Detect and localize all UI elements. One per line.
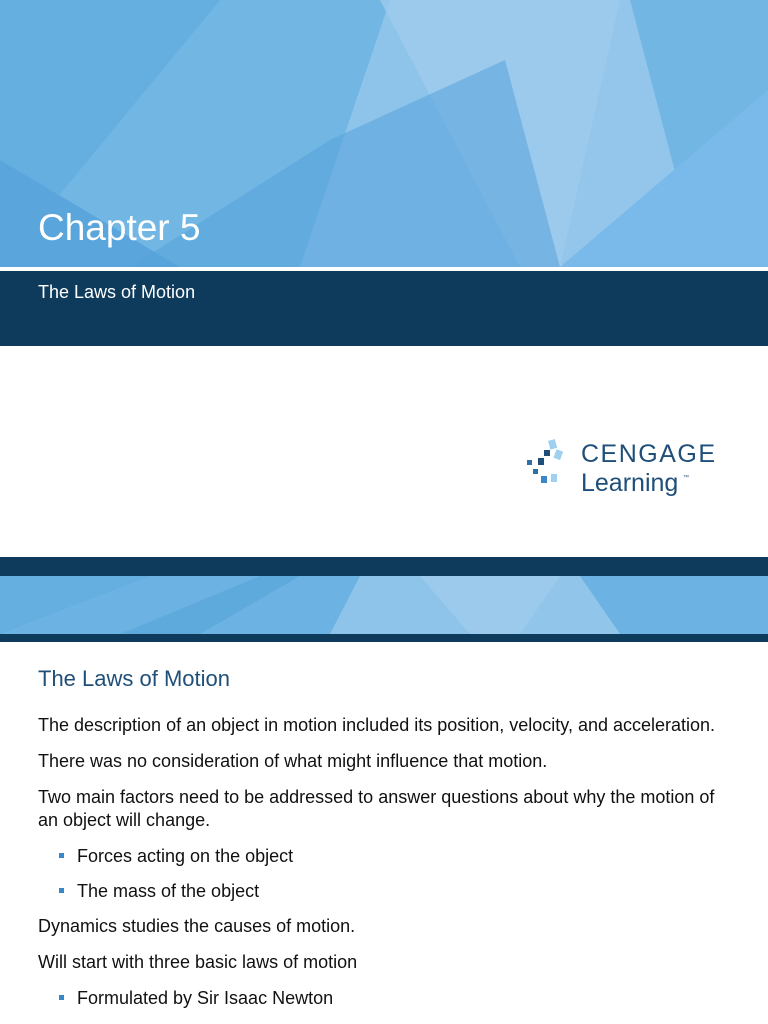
bullet-square-icon: [59, 995, 64, 1000]
body-paragraph: Dynamics studies the causes of motion.: [38, 916, 356, 936]
chapter-subtitle: The Laws of Motion: [38, 282, 196, 302]
logo-word-cengage: CENGAGE: [581, 440, 717, 468]
logo-word-learning: Learning: [581, 469, 679, 497]
slide-body: [38, 714, 728, 1022]
cengage-learning-logo: [522, 436, 722, 502]
bullet-text: Forces acting on the object: [77, 846, 294, 866]
chapter-title: Chapter 5: [38, 207, 201, 248]
slide-heading: The Laws of Motion: [38, 666, 230, 691]
cengage-swirl-icon: [522, 436, 578, 502]
bullet-item: [38, 880, 728, 903]
bullet-square-icon: [59, 888, 64, 893]
body-paragraph: Two main factors need to be addressed to answer questions about why the motion of an object will change.: [38, 787, 715, 830]
slide-separator-bar: [0, 557, 768, 576]
bullet-item: [38, 845, 728, 868]
banner-background-shapes: [0, 576, 768, 634]
body-paragraph: Will start with three basic laws of motion: [38, 952, 358, 972]
bullet-text: Formulated by Sir Isaac Newton: [77, 988, 334, 1008]
content-slide-banner: [0, 576, 768, 634]
bullet-square-icon: [59, 853, 64, 858]
bullet-text: The mass of the object: [77, 881, 260, 901]
content-banner-underbar: [0, 634, 768, 642]
body-paragraph: The description of an object in motion included its position, velocity, and acceleration.: [38, 715, 716, 735]
logo-trademark: ™: [683, 475, 689, 481]
bullet-item: [38, 987, 728, 1010]
body-paragraph: There was no consideration of what might influence that motion.: [38, 751, 548, 771]
